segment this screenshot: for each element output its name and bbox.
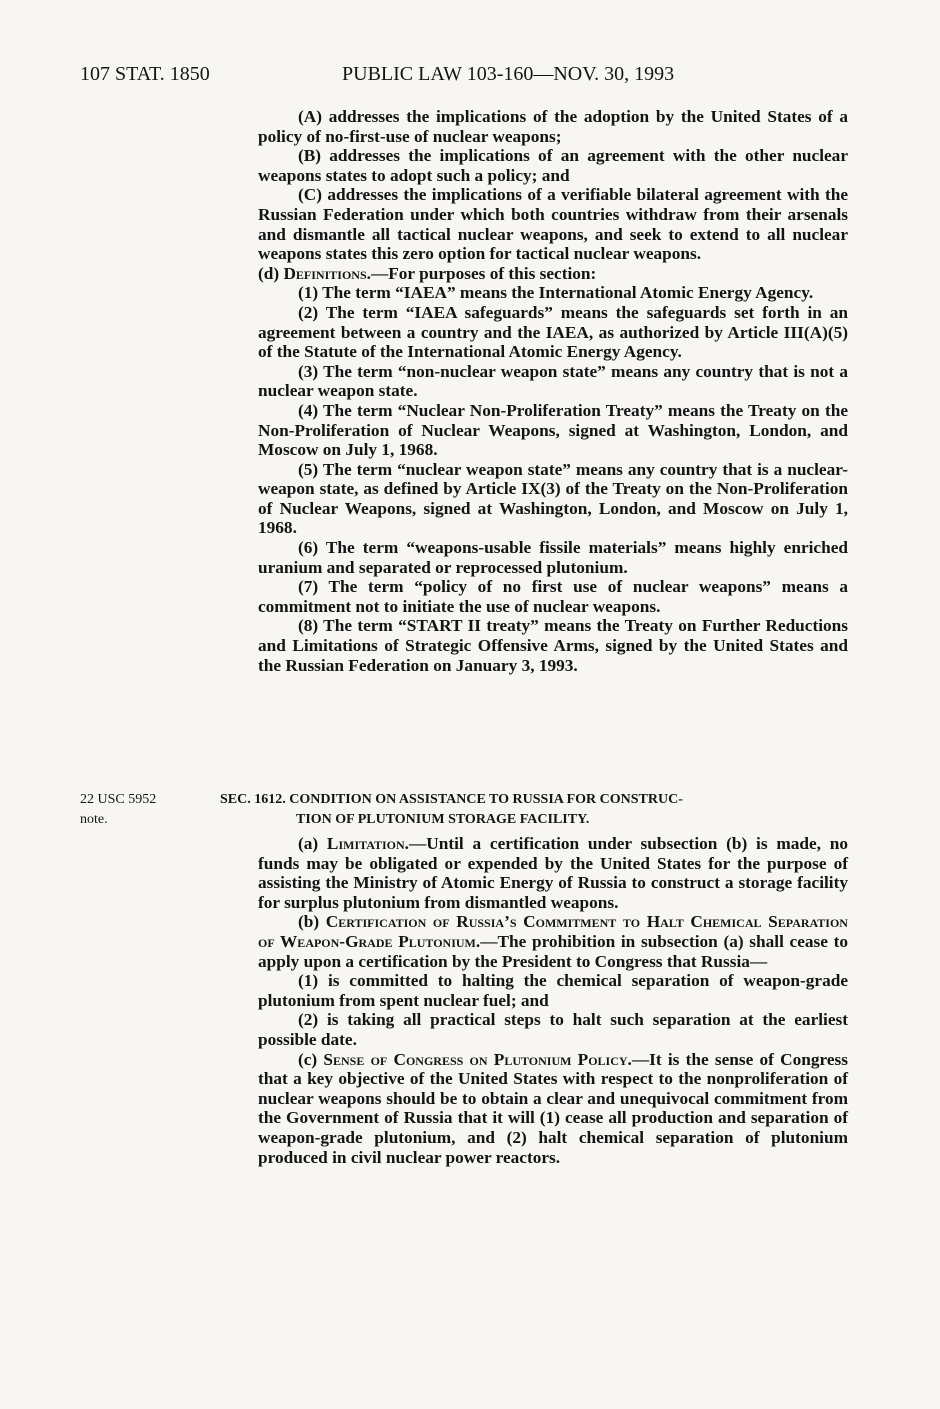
definition-2: (2) The term “IAEA safeguards” means the safeguards set forth in an agreement between a country and the IAEA, as authorized by Article III(A)(5) of the Statute of the International Atomic Energy Agency. [258,302,848,362]
definition-1: (1) The term “IAEA” means the International Atomic Energy Agency. [298,283,814,303]
definition-8: (8) The term “START II treaty” means the Treaty on Further Reductions and Limitations of Strategic Offensive Arms, signed by the United States and the Russian Federation on January 3, 1993. [258,616,848,675]
subsection-b-paragraph-1: (1) is committed to halting the chemical separation of weapon-grade plutonium from spent nuclear fuel; and [258,971,848,1010]
definition-7: (7) The term “policy of no first use of nuclear weapons” means a commitment not to initiate the use of nuclear weapons. [258,577,848,616]
running-head [80,60,860,90]
subsection-b-text: —The prohibition in subsection (a) shall cease to apply upon a certification by the President to Congress that Russia— [258,931,848,971]
subsection-c [258,1050,848,1168]
subsection-a-heading: Limitation. [326,834,409,853]
subsection-b-label: (b) [298,912,326,932]
definition-6: (6) The term “weapons-usable fissile materials” means highly enriched uranium and separated or reprocessed plutonium. [258,538,848,577]
subsection-c-label: (c) [298,1049,324,1069]
subsection-a-label: (a) [298,834,327,853]
page-reference: 107 STAT. 1850 [80,63,210,85]
upper-text-block [258,107,848,675]
section-heading-line-1: SEC. 1612. CONDITION ON ASSISTANCE TO RUSSIA FOR CONSTRUC- [220,792,683,807]
margin-note [80,790,200,829]
subsection-b [258,912,848,971]
definition-3: (3) The term “non-nuclear weapon state” means any country that is not a nuclear weapon state. [258,361,848,401]
subsection-d-heading: Definitions. [283,263,371,283]
subsection-c-text: —It is the sense of Congress that a key objective of the United States with respect to the nonproliferation of nuclear weapons should be to obtain a clear and unequivocal commitment from the Government of Russia that it will (1) cease all production and separation of weapon-grade plutonium, and (2) halt chemical separation of plutonium produced in civil nuclear power reactors. [258,1049,848,1167]
margin-note-suffix: note. [80,811,108,827]
section-1612-heading [220,790,848,829]
definition-5: (5) The term “nuclear weapon state” means any country that is a nuclear-weapon state, as defined by Article IX(3) of the Treaty on the Non-Proliferation of Nuclear Weapons, signed at Washington, London, and Moscow on July 1, 1968. [258,459,848,538]
subsection-c-heading: Sense of Congress on Plutonium Policy. [323,1049,632,1069]
clause-c: (C) addresses the implications of a verifiable bilateral agreement with the Russian Federation under which both countries withdraw from their arsenals and dismantle all tactical nuclear weapons, and seek to extend to all nuclear weapons states this zero option for tactical nuclear weapons. [258,185,848,264]
section-heading-line-2: TION OF PLUTONIUM STORAGE FACILITY. [296,811,590,827]
subsection-d-label: (d) [258,263,284,283]
subsection-d-definitions [258,264,848,284]
margin-note-citation: 22 USC 5952 [80,792,157,807]
subsection-a [258,834,848,912]
subsection-b-heading: Certification of Russia’s Commitment to Halt Chemical Separation of Weapon-Grade Plutonium. [258,912,848,951]
definition-4: (4) The term “Nuclear Non-Proliferation Treaty” means the Treaty on the Non-Proliferation of Nuclear Weapons, signed at Washington, London, and Moscow on July 1, 1968. [258,400,848,460]
subsection-a-text: —Until a certification under subsection (b) is made, no funds may be obligated or expended by the United States for the purpose of assisting the Ministry of Atomic Energy of Russia to construct a storage facility for surplus plutonium from dismantled weapons. [258,834,848,912]
subsection-b-paragraph-2: (2) is taking all practical steps to halt such separation at the earliest possible date. [258,1010,848,1049]
subsection-d-lead: —For purposes of this section: [370,263,597,283]
clause-a: (A) addresses the implications of the adoption by the United States of a policy of no-first-use of nuclear weapons; [258,107,848,146]
law-citation: PUBLIC LAW 103-160—NOV. 30, 1993 [342,63,675,85]
clause-b: (B) addresses the implications of an agreement with the other nuclear weapons states to adopt such a policy; and [258,146,848,185]
section-1612-body [258,834,848,1167]
